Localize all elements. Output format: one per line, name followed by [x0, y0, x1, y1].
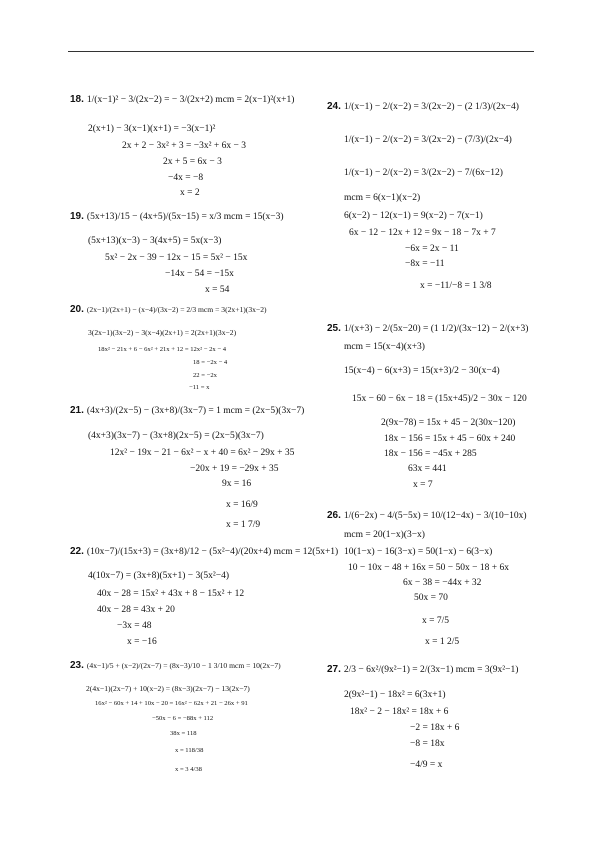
- step: 6(x−2) − 12(x−1) = 9(x−2) − 7(x−1): [344, 211, 483, 221]
- step: 4(10x−7) = (3x+8)(5x+1) − 3(5x²−4): [88, 571, 230, 581]
- problem-26: 26. 1/(6−2x) − 4/(5−5x) = 10/(12−4x) − 3/(10−10x): [327, 510, 527, 521]
- step: 2x + 2 − 3x² + 3 = −3x² + 6x − 3: [122, 141, 246, 151]
- step: 3(2x−1)(3x−2) − 3(x−4)(2x+1) = 2(2x+1)(3x−2): [88, 328, 237, 337]
- step: 2x + 5 = 6x − 3: [163, 157, 222, 167]
- step: −11 = x: [189, 384, 210, 391]
- step: 18x² − 2 − 18x² = 18x + 6: [350, 707, 449, 717]
- step: x = 118/38: [175, 747, 204, 754]
- step: 1/(x−1) − 2/(x−2) = 3/(2x−2) − 7/(6x−12): [344, 168, 503, 178]
- step: −50x − 6 = −88x + 112: [152, 715, 214, 722]
- problem-20: 20. (2x−1)/(2x+1) − (x−4)/(3x−2) = 2/3 mcm = 3(2x+1)(3x−2): [70, 304, 267, 315]
- step: 2(9x²−1) − 18x² = 6(3x+1): [344, 690, 446, 700]
- step: 12x² − 19x − 21 − 6x² − x + 40 = 6x² − 29x + 35: [110, 448, 295, 458]
- step: 1/(x−1) − 2/(x−2) = 3/(2x−2) − (7/3)/(2x−4): [344, 135, 512, 145]
- problem-27: 27. 2/3 − 6x²/(9x²−1) = 2/(3x−1) mcm = 3(9x²−1): [327, 664, 519, 675]
- step: −8 = 18x: [410, 739, 445, 749]
- step: 10(1−x) − 16(3−x) = 50(1−x) − 6(3−x): [344, 547, 493, 557]
- problem-18: 18. 1/(x−1)² − 3/(2x−2) = − 3/(2x+2) mcm = 2(x−1)²(x+1): [70, 94, 295, 105]
- step: 63x = 441: [408, 464, 447, 474]
- step: x = 54: [205, 285, 230, 295]
- step: x = 16/9: [226, 500, 258, 510]
- step: 6x − 38 = −44x + 32: [403, 578, 482, 588]
- step: mcm = 20(1−x)(3−x): [344, 530, 425, 540]
- step: 18 = −2x − 4: [193, 359, 228, 366]
- problem-24: 24. 1/(x−1) − 2/(x−2) = 3/(2x−2) − (2 1/3)/(2x−4): [327, 101, 519, 112]
- step: 5x² − 2x − 39 − 12x − 15 = 5x² − 15x: [105, 253, 248, 263]
- step: 50x = 70: [414, 593, 448, 603]
- step: 18x − 156 = −45x + 285: [384, 449, 477, 459]
- step: x = 7/5: [422, 616, 449, 626]
- step: mcm = 15(x−4)(x+3): [344, 342, 425, 352]
- step: 2(x+1) − 3(x−1)(x+1) = −3(x−1)²: [88, 124, 216, 134]
- step: −4/9 = x: [410, 760, 443, 770]
- step: mcm = 6(x−1)(x−2): [344, 193, 421, 203]
- step: −3x = 48: [117, 621, 152, 631]
- problem-25: 25. 1/(x+3) − 2/(5x−20) = (1 1/2)/(3x−12) − 2/(x+3): [327, 323, 529, 334]
- step: x = 1 2/5: [425, 637, 460, 647]
- step: 6x − 12 − 12x + 12 = 9x − 18 − 7x + 7: [349, 228, 496, 238]
- step: 22 = −2x: [193, 372, 217, 379]
- step: 18x − 156 = 15x + 45 − 60x + 240: [384, 434, 516, 444]
- step: 16x² − 60x + 14 + 10x − 20 = 16x² − 62x + 21 − 26x + 91: [95, 700, 248, 707]
- step: 18x² − 21x + 6 − 6x² + 21x + 12 = 12x² − 2x − 4: [98, 346, 226, 353]
- step: 10 − 10x − 48 + 16x = 50 − 50x − 18 + 6x: [348, 563, 510, 573]
- step: 15x − 60 − 6x − 18 = (15x+45)/2 − 30x − 120: [352, 394, 527, 404]
- problem-23: 23. (4x−1)/5 + (x−2)/(2x−7) = (8x−3)/10 − 1 3/10 mcm = 10(2x−7): [70, 660, 281, 671]
- step: −14x − 54 = −15x: [165, 269, 234, 279]
- problem-19: 19. (5x+13)/15 − (4x+5)/(5x−15) = x/3 mcm = 15(x−3): [70, 211, 284, 222]
- problem-21: 21. (4x+3)/(2x−5) − (3x+8)/(3x−7) = 1 mcm = (2x−5)(3x−7): [70, 405, 305, 416]
- step: x = −11/−8 = 1 3/8: [420, 281, 492, 291]
- step: 40x − 28 = 43x + 20: [97, 605, 175, 615]
- step: −6x = 2x − 11: [405, 244, 459, 254]
- step: 15(x−4) − 6(x+3) = 15(x+3)/2 − 30(x−4): [344, 366, 500, 376]
- step: −20x + 19 = −29x + 35: [190, 464, 279, 474]
- step: −2 = 18x + 6: [410, 723, 460, 733]
- step: 2(9x−78) = 15x + 45 − 2(30x−120): [381, 418, 516, 428]
- step: 40x − 28 = 15x² + 43x + 8 − 15x² + 12: [97, 589, 245, 599]
- step: −8x = −11: [405, 259, 445, 269]
- step: 2(4x−1)(2x−7) + 10(x−2) = (8x−3)(2x−7) − 13(2x−7): [86, 684, 250, 693]
- step: 9x = 16: [222, 479, 252, 489]
- problem-22: 22. (10x−7)/(15x+3) = (3x+8)/12 − (5x²−4)/(20x+4) mcm = 12(5x+1): [70, 546, 339, 557]
- step: x = 2: [180, 188, 200, 198]
- step: x = 1 7/9: [226, 520, 261, 530]
- step: 38x = 118: [170, 730, 197, 737]
- step: (5x+13)(x−3) − 3(4x+5) = 5x(x−3): [88, 236, 222, 246]
- step: x = 3 4/38: [175, 766, 202, 773]
- header-rule: [68, 51, 534, 52]
- step: (4x+3)(3x−7) − (3x+8)(2x−5) = (2x−5)(3x−7): [88, 431, 264, 441]
- step: x = 7: [413, 480, 433, 490]
- step: x = −16: [127, 637, 157, 647]
- step: −4x = −8: [168, 173, 204, 183]
